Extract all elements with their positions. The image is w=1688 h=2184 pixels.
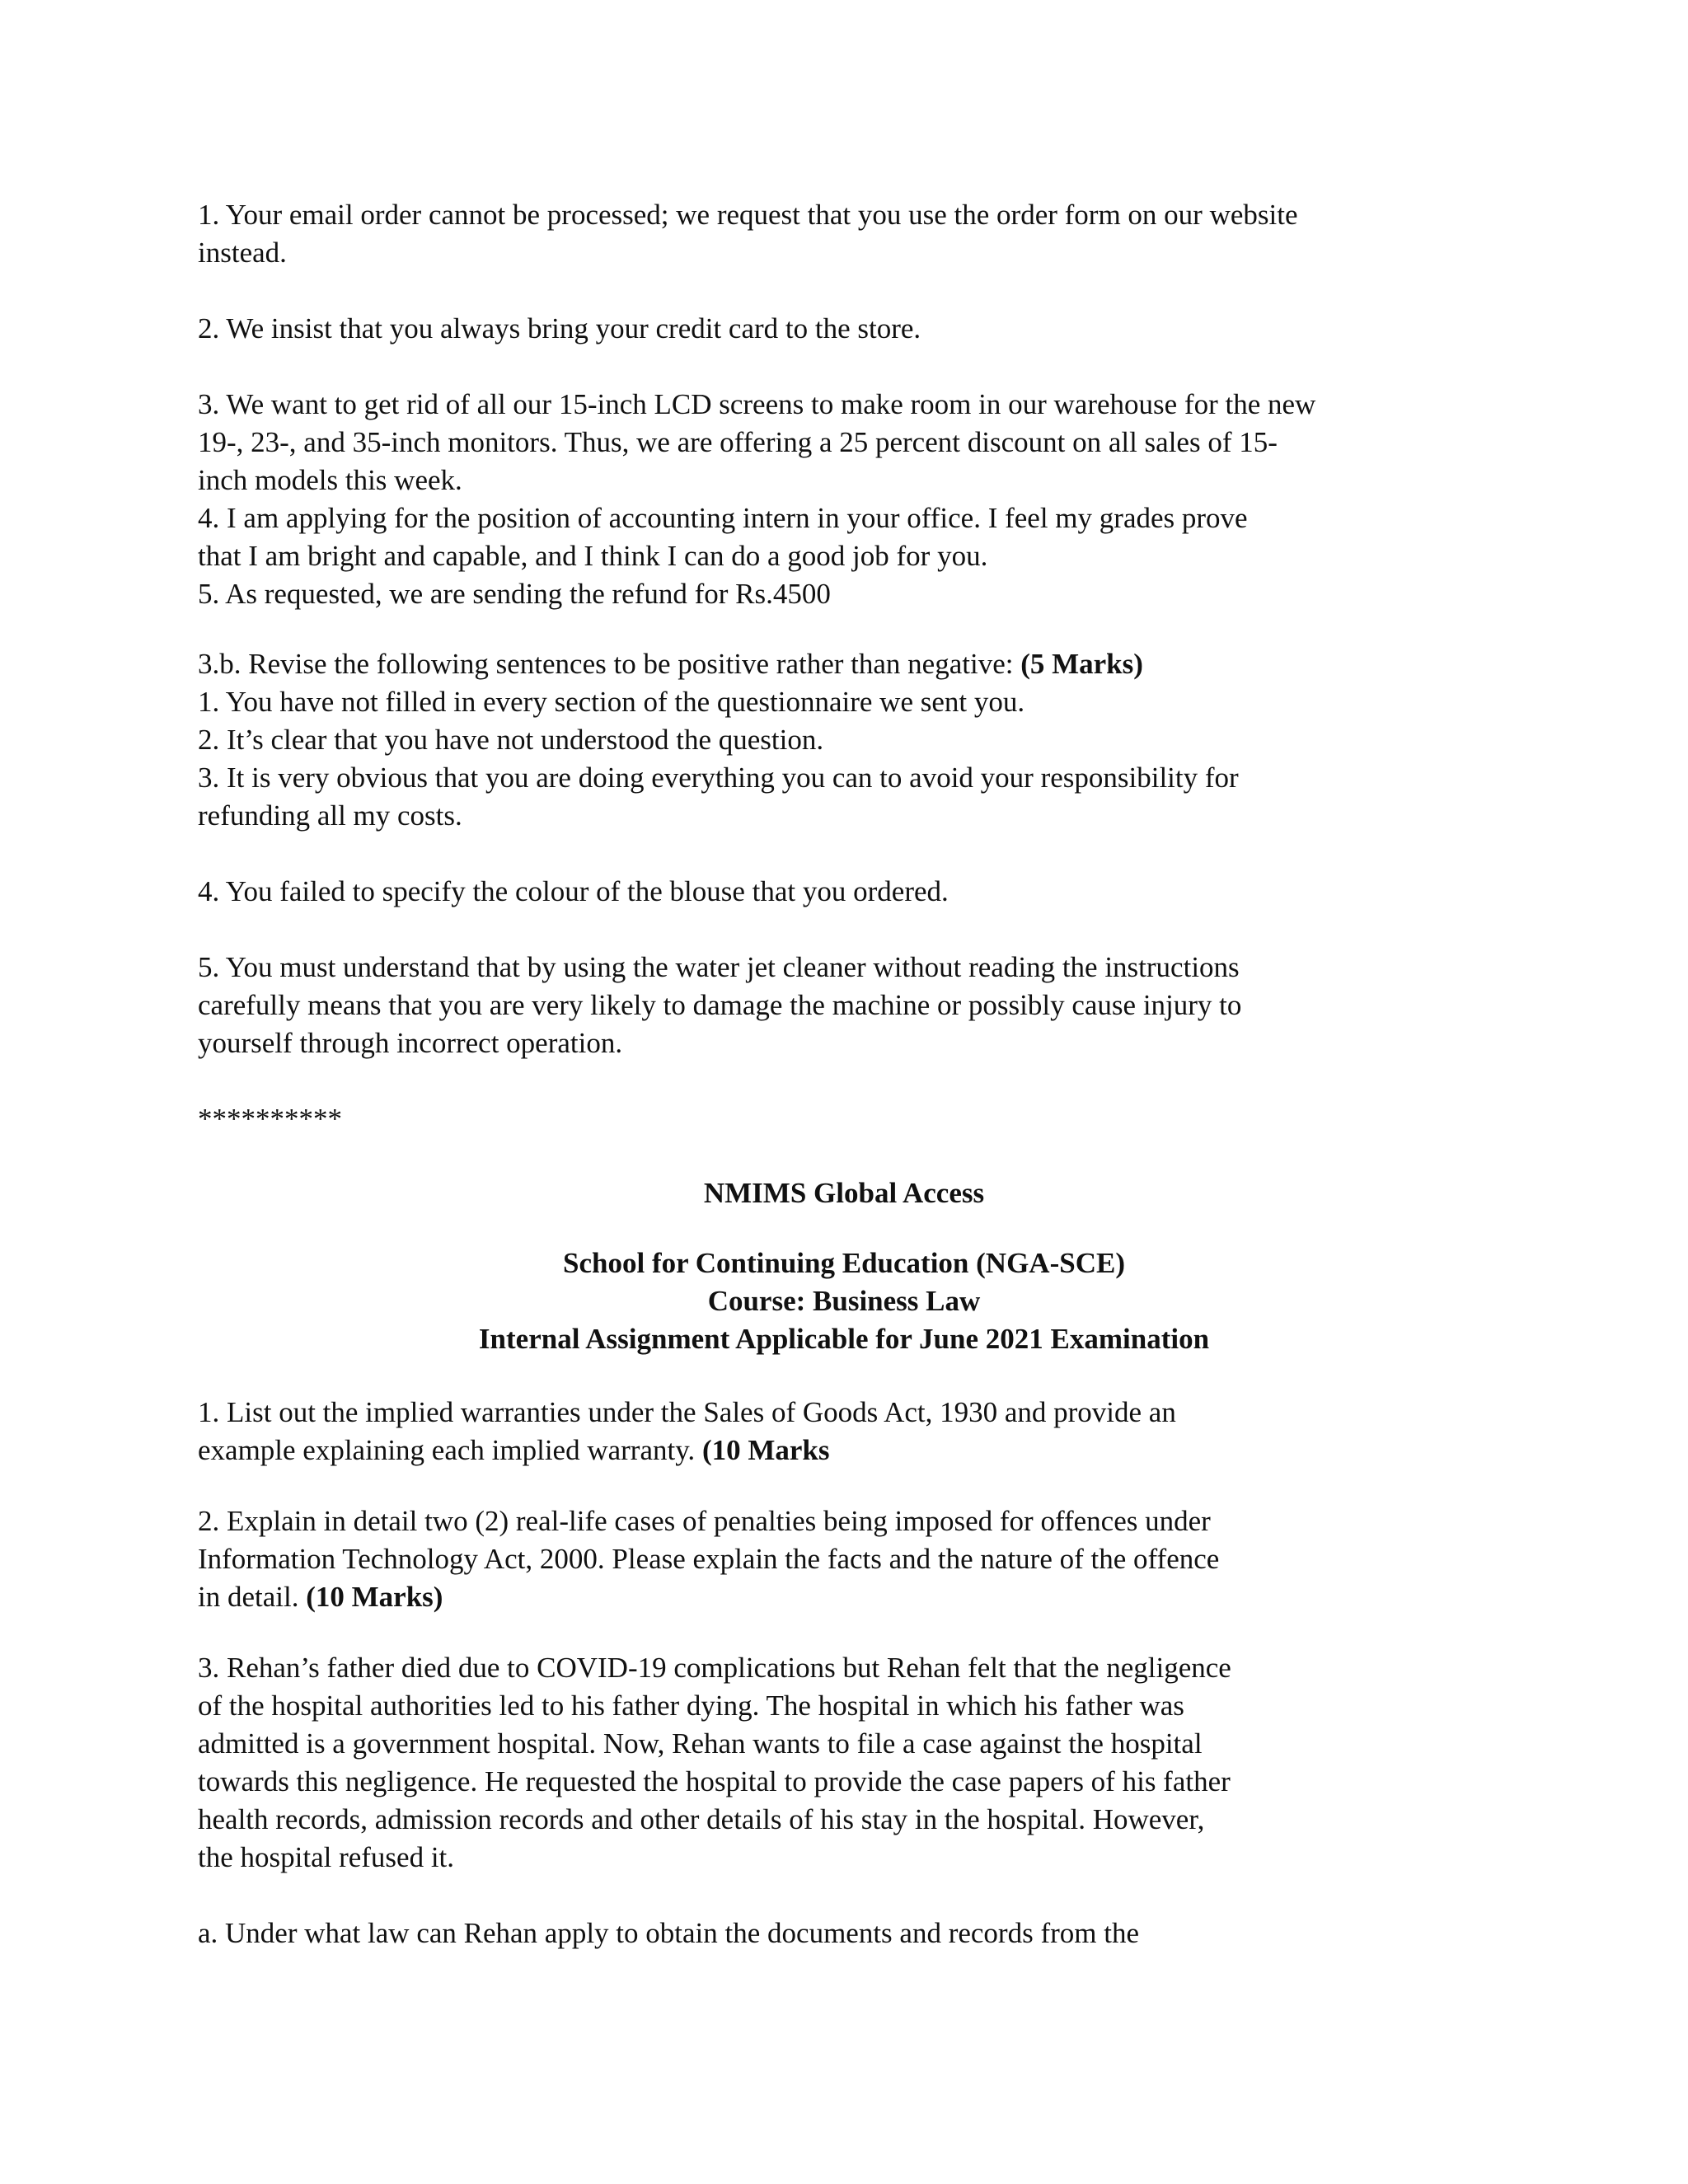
text-line: carefully means that you are very likely to damage the machine or possibly cause injury to bbox=[198, 989, 1242, 1021]
text-line: 1. You have not filled in every section of the questionnaire we sent you. bbox=[198, 686, 1025, 718]
text-line: inch models this week. bbox=[198, 464, 462, 496]
question-3-sub-a: a. Under what law can Rehan apply to obtain the documents and records from the bbox=[198, 1917, 1139, 1949]
text-line: 1. Your email order cannot be processed; we request that you use the order form on our website bbox=[198, 199, 1298, 231]
text-line: that I am bright and capable, and I think I can do a good job for you. bbox=[198, 540, 988, 572]
separator: ********** bbox=[198, 1103, 342, 1135]
question-3-line: 3. Rehan’s father died due to COVID-19 complications but Rehan felt that the negligence bbox=[198, 1652, 1231, 1684]
text-line: 2. We insist that you always bring your credit card to the store. bbox=[198, 312, 921, 344]
text-line: 2. It’s clear that you have not understood the question. bbox=[198, 724, 824, 756]
section-heading-marks: (5 Marks) bbox=[1020, 648, 1143, 680]
text-line: 5. You must understand that by using the water jet cleaner without reading the instructions bbox=[198, 951, 1240, 983]
question-1-text: example explaining each implied warranty. bbox=[198, 1434, 696, 1466]
question-3-line: health records, admission records and other details of his stay in the hospital. However, bbox=[198, 1803, 1205, 1835]
question-2-line: Information Technology Act, 2000. Please explain the facts and the nature of the offence bbox=[198, 1543, 1220, 1575]
question-1-marks: (10 Marks bbox=[701, 1434, 830, 1466]
text-line: 3. We want to get rid of all our 15-inch LCD screens to make room in our warehouse for the new bbox=[198, 388, 1316, 420]
institution-title: NMIMS Global Access bbox=[703, 1177, 985, 1209]
school-title: School for Continuing Education (NGA-SCE) bbox=[563, 1247, 1125, 1279]
question-3-line: of the hospital authorities led to his father dying. The hospital in which his father was bbox=[198, 1690, 1184, 1722]
text-line: 4. You failed to specify the colour of the blouse that you ordered. bbox=[198, 875, 949, 907]
text-line: 4. I am applying for the position of accounting intern in your office. I feel my grades prove bbox=[198, 502, 1248, 534]
question-3-line: the hospital refused it. bbox=[198, 1841, 455, 1873]
section-heading-text: 3.b. Revise the following sentences to be positive rather than negative: bbox=[198, 648, 1014, 680]
question-2-text: in detail. bbox=[198, 1581, 299, 1613]
question-3-line: towards this negligence. He requested the hospital to provide the case papers of his father bbox=[198, 1765, 1231, 1797]
section-heading bbox=[198, 645, 1143, 683]
question-2-line bbox=[198, 1578, 443, 1616]
question-2-marks: (10 Marks) bbox=[306, 1581, 443, 1613]
question-1-line: 1. List out the implied warranties under the Sales of Goods Act, 1930 and provide an bbox=[198, 1396, 1176, 1428]
text-line: 5. As requested, we are sending the refund for Rs.4500 bbox=[198, 578, 831, 610]
question-1-line bbox=[198, 1432, 830, 1469]
text-line: refunding all my costs. bbox=[198, 799, 462, 832]
text-line: 3. It is very obvious that you are doing everything you can to avoid your responsibility for bbox=[198, 762, 1239, 794]
assignment-title: Internal Assignment Applicable for June 2021 Examination bbox=[478, 1323, 1210, 1355]
question-2-line: 2. Explain in detail two (2) real-life cases of penalties being imposed for offences under bbox=[198, 1505, 1211, 1537]
text-line: yourself through incorrect operation. bbox=[198, 1027, 623, 1059]
question-3-line: admitted is a government hospital. Now, Rehan wants to file a case against the hospital bbox=[198, 1727, 1203, 1760]
text-line: 19-, 23-, and 35-inch monitors. Thus, we are offering a 25 percent discount on all sales of 15- bbox=[198, 426, 1278, 458]
text-line: instead. bbox=[198, 237, 287, 269]
course-title: Course: Business Law bbox=[707, 1285, 981, 1317]
